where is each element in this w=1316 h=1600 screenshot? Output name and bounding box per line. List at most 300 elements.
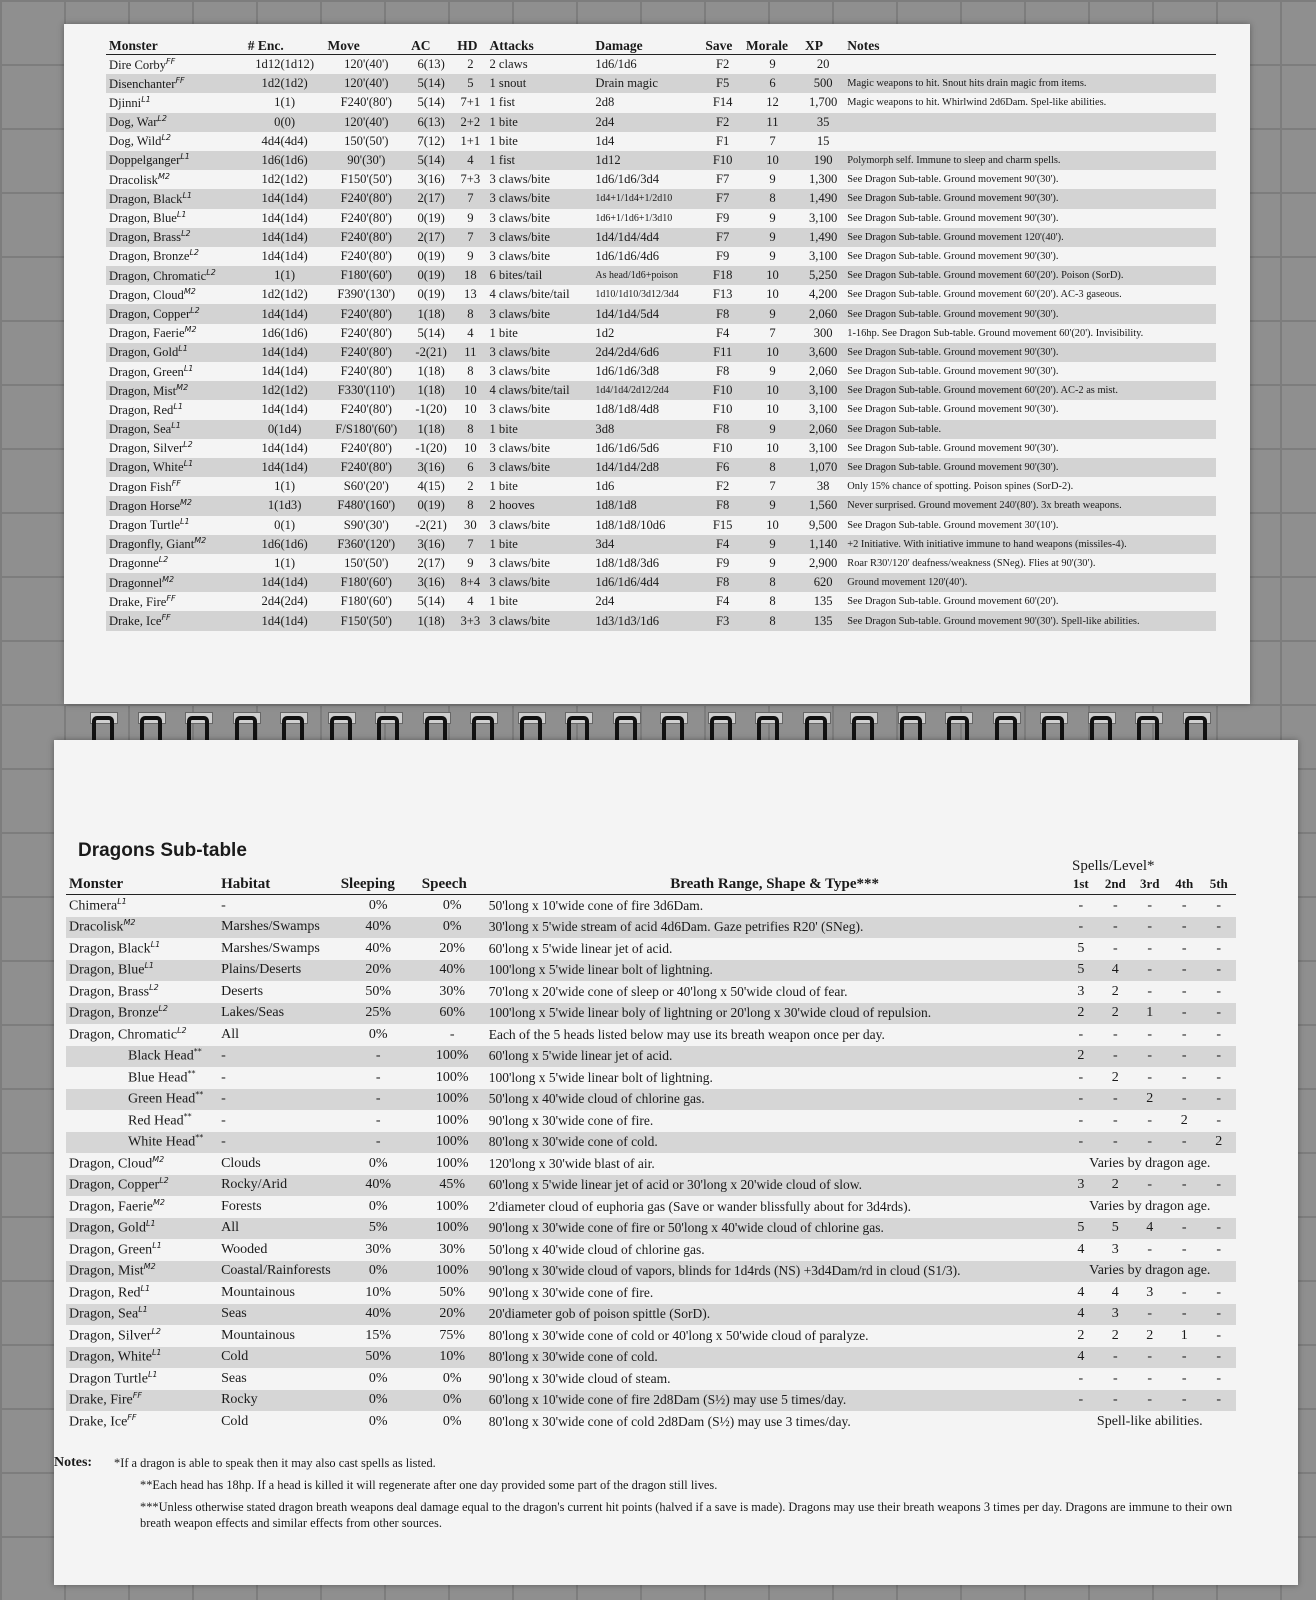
- cell-spell-level: -: [1147, 1370, 1153, 1386]
- cell-move: F/S180'(60'): [324, 420, 408, 439]
- cell-breath: 100'long x 5'wide linear bolt of lightning.: [488, 1069, 713, 1085]
- cell-spell-level: 2: [1064, 1003, 1098, 1025]
- cell-notes: [844, 55, 1216, 75]
- table-row: [106, 209, 1216, 228]
- cell-ac: 6(13): [417, 57, 445, 72]
- source-tag: M2: [157, 171, 170, 181]
- cell-hd: 8: [467, 364, 474, 379]
- monster-name-text: Dragon, Faerie: [109, 326, 185, 341]
- cell-spell-level: -: [1181, 897, 1187, 913]
- cell-ac: 0(19): [408, 266, 454, 285]
- monster-name: [106, 55, 245, 75]
- cell-speech: 0%: [442, 1413, 462, 1429]
- source-tag: **: [193, 1047, 202, 1057]
- cell-move: F240'(80'): [340, 402, 392, 417]
- cell-breath: 80'long x 30'wide cone of cold.: [486, 1347, 1064, 1369]
- cell-speech: 100%: [435, 1112, 469, 1128]
- table-row: [66, 1347, 1236, 1369]
- cell-save: F14: [712, 95, 733, 110]
- cell-sleeping: 5%: [338, 1218, 419, 1240]
- monster-name-text: Green Head: [128, 1092, 196, 1108]
- cell-att: 6 bites/tail: [486, 266, 592, 285]
- cell-habitat: Wooded: [221, 1241, 268, 1257]
- cell-enc: 1(1): [274, 555, 296, 570]
- cell-att: 3 claws/bite: [489, 172, 550, 187]
- cell-dmg: 1d8/1d8/4d8: [595, 402, 660, 417]
- source-tag: L1: [173, 401, 183, 411]
- cell-speech: 0%: [442, 897, 462, 913]
- source-tag: L1: [176, 210, 187, 219]
- cell-morale: 7: [769, 133, 776, 148]
- monster-name: [106, 266, 245, 285]
- cell-ac: -1(20): [415, 440, 447, 455]
- cell-habitat: Rocky/Arid: [218, 1175, 338, 1197]
- cell-spell-level: -: [1147, 983, 1153, 999]
- cell-move: 150'(50'): [344, 133, 389, 148]
- monster-name: [106, 228, 245, 247]
- cell-save: F6: [702, 458, 743, 477]
- cell-spell-level: -: [1181, 1241, 1187, 1257]
- cell-sleeping: 0%: [368, 1026, 388, 1042]
- cell-ac: 5(14): [408, 151, 454, 170]
- cell-enc: 1d4(1d4): [245, 228, 325, 247]
- table-row: [66, 895, 1236, 917]
- cell-spells-text: Varies by dragon age.: [1089, 1155, 1211, 1171]
- monster-name-text: Dragon Turtle: [69, 1371, 148, 1387]
- cell-move: F150'(50'): [324, 611, 408, 630]
- cell-morale: 9: [743, 228, 802, 247]
- cell-habitat: Coastal/Rainforests: [218, 1261, 338, 1283]
- cell-hd: 8+4: [454, 573, 486, 592]
- table-row: [66, 1261, 1236, 1283]
- source-tag: FF: [166, 56, 176, 66]
- cell-save: F7: [702, 228, 743, 247]
- cell-breath: Each of the 5 heads listed below may use its breath weapon once per day.: [488, 1026, 885, 1042]
- cell-xp: 3,600: [802, 343, 844, 362]
- cell-hd: 8: [454, 420, 486, 439]
- table-row: [106, 228, 1216, 247]
- cell-enc: 1d4(1d4): [245, 611, 325, 630]
- monster-name-text: Disenchanter: [109, 76, 176, 91]
- cell-habitat: All: [218, 1218, 338, 1240]
- cell-move: F240'(80'): [324, 189, 408, 208]
- cell-att: 3 claws/bite: [489, 364, 550, 379]
- source-tag: L1: [144, 961, 154, 971]
- monster-name: [106, 170, 245, 189]
- source-tag: L1: [178, 344, 188, 354]
- cell-enc: 1d2(1d2): [245, 74, 325, 93]
- cell-dmg: 1d10/1d10/3d12/3d4: [595, 289, 679, 301]
- table-row: [106, 266, 1216, 285]
- cell-save: F2: [702, 113, 743, 132]
- monster-name: [66, 1003, 218, 1025]
- source-tag: L1: [180, 152, 190, 162]
- cell-spell-level: -: [1167, 1132, 1201, 1154]
- monster-name-text: Dragon, Brass: [69, 984, 150, 1000]
- table-row: [106, 189, 1216, 208]
- cell-hd: 11: [454, 343, 486, 362]
- cell-morale: 9: [743, 420, 802, 439]
- cell-breath: 60'long x 5'wide linear jet of acid.: [488, 940, 673, 956]
- monster-name: [106, 611, 245, 630]
- cell-xp: 1,300: [808, 172, 838, 187]
- cell-notes: See Dragon Sub-table. Ground movement 90'(30').: [847, 212, 1059, 224]
- monster-name-text: Dragon, Silver: [109, 441, 184, 456]
- cell-ac: -2(21): [415, 517, 447, 532]
- cell-att: 3 claws/bite: [489, 248, 550, 263]
- monster-name-text: Dragon, Copper: [69, 1178, 160, 1194]
- monster-name: [66, 1325, 218, 1347]
- cell-att: 3 claws/bite: [486, 228, 592, 247]
- cell-xp: 15: [816, 133, 830, 148]
- cell-breath: 80'long x 30'wide cone of cold 2d8Dam (S½) may use 3 times/day.: [488, 1413, 851, 1429]
- note-3: [54, 1496, 1234, 1531]
- cell-enc: 1(1): [274, 95, 296, 110]
- cell-spell-level: -: [1098, 1347, 1132, 1369]
- table-row: [66, 1132, 1236, 1154]
- cell-speech: 0%: [442, 1370, 462, 1386]
- monster-name-text: Dragon, Green: [109, 364, 184, 379]
- cell-ac: 2(17): [417, 555, 445, 570]
- cell-save: F9: [716, 555, 730, 570]
- cell-speech: 20%: [439, 940, 466, 956]
- cell-dmg: 1d4: [595, 133, 615, 148]
- cell-move: F240'(80'): [340, 210, 392, 225]
- cell-spell-level: -: [1167, 1218, 1201, 1240]
- cell-spell-level: -: [1201, 1089, 1236, 1111]
- monster-name-text: White Head: [128, 1135, 196, 1151]
- cell-xp: 2,900: [808, 555, 838, 570]
- monster-name: [106, 477, 245, 496]
- cell-dmg: 2d4: [592, 113, 702, 132]
- cell-save: F5: [702, 74, 743, 93]
- table-row: [66, 981, 1236, 1003]
- cell-spell-level: -: [1167, 1175, 1201, 1197]
- cell-enc: 1d2(1d2): [245, 381, 325, 400]
- cell-dmg: 1d6/1d6: [595, 57, 637, 72]
- cell-notes: Never surprised. Ground movement 240'(80'). 3x breath weapons.: [844, 496, 1216, 515]
- cell-hd: 2: [467, 57, 474, 72]
- monster-name: [106, 343, 245, 362]
- cell-hd: 9: [467, 210, 474, 225]
- cell-dmg: 2d8: [595, 95, 615, 110]
- cell-dmg: 1d2: [595, 325, 615, 340]
- cell-habitat: Seas: [221, 1370, 247, 1386]
- cell-spell-level: -: [1133, 1175, 1167, 1197]
- cell-ac: 5(14): [408, 74, 454, 93]
- cell-hd: 10: [464, 402, 477, 417]
- cell-notes: +2 Initiative. With initiative immune to hand weapons (missiles-4).: [844, 535, 1216, 554]
- cell-habitat: -: [218, 1132, 338, 1154]
- cell-ac: 5(14): [417, 325, 445, 340]
- monster-name-text: Dragon Turtle: [109, 518, 181, 533]
- monster-name-text: Dragon, Mist: [109, 383, 177, 398]
- cell-spell-level: -: [1112, 1026, 1118, 1042]
- cell-save: F9: [716, 210, 730, 225]
- cell-sleeping: 40%: [338, 1304, 419, 1326]
- monster-name: [66, 1089, 218, 1111]
- note-1: [54, 1452, 1234, 1474]
- cell-spell-level: 5: [1077, 940, 1085, 956]
- cell-notes: See Dragon Sub-table. Ground movement 90'(30').: [844, 458, 1216, 477]
- cell-enc: 1d6(1d6): [245, 151, 325, 170]
- cell-move: 120'(40'): [324, 113, 408, 132]
- cell-save: F7: [716, 172, 730, 187]
- source-tag: FF: [166, 593, 176, 603]
- spell-level-header: 5th: [1201, 874, 1236, 895]
- cell-xp: 20: [816, 57, 830, 72]
- cell-save: F10: [702, 381, 743, 400]
- cell-habitat: Seas: [218, 1304, 338, 1326]
- table-row: [66, 1153, 1236, 1175]
- cell-spell-level: 3: [1111, 1241, 1119, 1257]
- cell-spell-level: -: [1098, 1046, 1132, 1068]
- source-tag: FF: [171, 478, 181, 488]
- cell-spell-level: -: [1167, 960, 1201, 982]
- cell-sleeping: 50%: [338, 1347, 419, 1369]
- cell-sleeping: 15%: [365, 1327, 392, 1343]
- monster-name: [66, 1390, 218, 1412]
- cell-spell-level: -: [1133, 1132, 1167, 1154]
- cell-att: 3 claws/bite: [489, 555, 550, 570]
- cell-spell-level: -: [1098, 917, 1132, 939]
- cell-spell-level: -: [1181, 983, 1187, 999]
- cell-att: 3 claws/bite: [486, 573, 592, 592]
- cell-notes: See Dragon Sub-table. Ground movement 90'(30').: [847, 174, 1059, 186]
- cell-spell-level: -: [1201, 1304, 1236, 1326]
- cell-spell-level: -: [1216, 1069, 1222, 1085]
- monster-name-text: Dragon, Bronze: [109, 249, 190, 264]
- cell-spell-level: -: [1201, 1218, 1236, 1240]
- cell-morale: 7: [769, 479, 776, 494]
- monster-name: [106, 362, 245, 381]
- table-row: [66, 1368, 1236, 1390]
- monster-name: [66, 1304, 218, 1326]
- cell-morale: 10: [766, 287, 779, 302]
- table-row: [106, 343, 1216, 362]
- column-header: # Enc.: [245, 38, 325, 55]
- cell-ac: 1(18): [408, 304, 454, 323]
- cell-hd: 2+2: [454, 113, 486, 132]
- source-tag: L2: [206, 267, 216, 277]
- cell-breath: 80'long x 30'wide cone of cold.: [486, 1132, 1064, 1154]
- cell-dmg: 1d6/1d6/5d6: [595, 440, 660, 455]
- cell-speech: 10%: [419, 1347, 486, 1369]
- cell-xp: 38: [816, 479, 830, 494]
- cell-xp: 190: [802, 151, 844, 170]
- source-tag: M2: [143, 1262, 156, 1272]
- cell-notes: Magic weapons to hit. Whirlwind 2d6Dam. Spel-like abilities.: [847, 97, 1107, 109]
- cell-move: F360'(120'): [324, 535, 408, 554]
- cell-dmg: 3d8: [592, 420, 702, 439]
- cell-morale: 10: [766, 517, 779, 532]
- cell-habitat: Cold: [221, 1413, 249, 1429]
- source-tag: M2: [180, 497, 192, 507]
- cell-notes: [844, 132, 1216, 151]
- table-row: [106, 592, 1216, 611]
- cell-notes: See Dragon Sub-table. Ground movement 60'(20').: [847, 596, 1059, 608]
- column-header: Save: [702, 38, 743, 55]
- cell-breath: 60'long x 10'wide cone of fire 2d8Dam (S½) may use 5 times/day.: [486, 1390, 1064, 1412]
- cell-breath: 30'long x 5'wide stream of acid 4d6Dam. Gaze petrifies R20' (SNeg).: [486, 917, 1064, 939]
- cell-spell-level: -: [1167, 1304, 1201, 1326]
- monster-name: [106, 93, 245, 112]
- cell-enc: 4d4(4d4): [261, 133, 308, 148]
- cell-spell-level: -: [1201, 917, 1236, 939]
- cell-spell-level: -: [1133, 960, 1167, 982]
- monster-name: [106, 113, 245, 132]
- cell-spell-level: -: [1216, 1370, 1222, 1386]
- cell-breath: 20'diameter gob of poison spittle (SorD).: [486, 1304, 1064, 1326]
- notes-label: Notes:: [54, 1455, 93, 1470]
- table-row: [106, 362, 1216, 381]
- cell-xp: 500: [802, 74, 844, 93]
- cell-morale: 8: [743, 611, 802, 630]
- cell-morale: 10: [743, 151, 802, 170]
- cell-save: F8: [702, 420, 743, 439]
- cell-notes: Roar R30'/120' deafness/weakness (SNeg). Flies at 90'(30').: [847, 557, 1096, 569]
- cell-morale: 10: [766, 440, 779, 455]
- column-header: Breath Range, Shape & Type***: [486, 874, 1064, 895]
- source-tag: M2: [176, 382, 189, 392]
- source-tag: L2: [151, 1326, 161, 1336]
- cell-att: 1 bite: [486, 535, 592, 554]
- source-tag: L1: [146, 1219, 156, 1229]
- cell-spell-level: 4: [1077, 1241, 1085, 1257]
- column-header: Notes: [844, 38, 1216, 55]
- monster-name-text: Dragonnel: [109, 575, 163, 590]
- cell-spell-level: 4: [1111, 1284, 1119, 1300]
- monster-name-text: Dragonfly, Giant: [109, 537, 195, 552]
- cell-spell-level: -: [1201, 1046, 1236, 1068]
- cell-hd: 7+3: [460, 172, 481, 187]
- source-tag: M2: [152, 1154, 165, 1164]
- cell-ac: 1(18): [408, 381, 454, 400]
- monster-name-text: Doppelganger: [109, 153, 181, 168]
- source-tag: L1: [152, 1240, 162, 1250]
- cell-spells-text: Varies by dragon age.: [1064, 1261, 1236, 1283]
- cell-ac: 1(18): [408, 420, 454, 439]
- cell-notes: Magic weapons to hit. Snout hits drain magic from items.: [844, 74, 1216, 93]
- monster-name-text: Djinni: [109, 96, 142, 111]
- cell-dmg: 1d4/1d4/5d4: [592, 304, 702, 323]
- cell-ac: 5(14): [417, 95, 445, 110]
- monster-name: [106, 439, 245, 458]
- cell-spell-level: 2: [1111, 1327, 1119, 1343]
- cell-save: F2: [716, 57, 730, 72]
- cell-ac: 3(16): [408, 458, 454, 477]
- source-tag: **: [195, 1090, 204, 1100]
- cell-notes: Ground movement 120'(40').: [844, 573, 1216, 592]
- source-tag: L1: [151, 1348, 162, 1358]
- cell-morale: 9: [743, 535, 802, 554]
- cell-xp: 135: [802, 611, 844, 630]
- cell-morale: 10: [743, 266, 802, 285]
- source-tag: L2: [149, 982, 159, 992]
- cell-spell-level: -: [1133, 1046, 1167, 1068]
- cell-ac: 1(18): [417, 364, 445, 379]
- monster-name-text: Dog, Wild: [109, 134, 162, 149]
- monster-name: [106, 151, 245, 170]
- monster-name: [66, 1196, 218, 1218]
- cell-save: F4: [716, 594, 730, 609]
- cell-ac: 0(19): [417, 248, 445, 263]
- source-tag: M2: [162, 574, 175, 584]
- cell-morale: 9: [769, 555, 776, 570]
- cell-dmg: 1d4/1d4/4d4: [592, 228, 702, 247]
- source-tag: L1: [183, 459, 194, 469]
- cell-speech: 100%: [419, 1261, 486, 1283]
- cell-speech: 0%: [419, 1390, 486, 1412]
- cell-ac: 7(12): [417, 133, 445, 148]
- source-tag: L2: [158, 555, 169, 565]
- column-header: Attacks: [486, 38, 592, 55]
- cell-move: 120'(40'): [344, 57, 389, 72]
- cell-morale: 10: [743, 381, 802, 400]
- cell-enc: 0(1): [274, 517, 296, 532]
- cell-spell-level: 2: [1111, 983, 1119, 999]
- monster-name: [106, 516, 245, 535]
- cell-dmg: 1d6: [595, 479, 615, 494]
- cell-xp: 1,070: [802, 458, 844, 477]
- source-tag: L2: [177, 1025, 187, 1035]
- cell-spell-level: 2: [1111, 1069, 1119, 1085]
- cell-spell-level: 2: [1064, 1046, 1098, 1068]
- monster-name-text: Dragon, Bronze: [69, 1006, 159, 1022]
- source-tag: L2: [161, 133, 171, 143]
- cell-att: 1 bite: [489, 325, 518, 340]
- cell-sleeping: -: [375, 1069, 381, 1085]
- cell-dmg: 1d8/1d8/10d6: [595, 517, 666, 532]
- source-tag: L1: [182, 190, 192, 200]
- source-tag: M2: [184, 325, 197, 335]
- cell-move: F150'(50'): [340, 172, 392, 187]
- cell-att: 3 claws/bite: [489, 517, 550, 532]
- cell-move: F180'(60'): [324, 573, 408, 592]
- cell-speech: 45%: [419, 1175, 486, 1197]
- cell-notes: See Dragon Sub-table. Ground movement 90'(30'). Spell-like abilities.: [844, 611, 1216, 630]
- cell-save: F10: [712, 440, 733, 455]
- monster-name-text: Dragon, Mist: [69, 1264, 144, 1280]
- cell-xp: 1,490: [802, 228, 844, 247]
- cell-xp: 135: [813, 594, 833, 609]
- monster-name-text: Dragon, Cloud: [69, 1156, 153, 1172]
- spell-level-header: 4th: [1167, 874, 1201, 895]
- cell-breath: 120'long x 30'wide blast of air.: [488, 1155, 655, 1171]
- cell-ac: -1(20): [415, 402, 447, 417]
- cell-move: F240'(80'): [324, 458, 408, 477]
- cell-spell-level: -: [1167, 1347, 1201, 1369]
- cell-spell-level: -: [1201, 1347, 1236, 1369]
- cell-sleeping: 0%: [338, 1261, 419, 1283]
- cell-habitat: -: [218, 1046, 338, 1068]
- cell-hd: 5: [454, 74, 486, 93]
- cell-sleeping: 0%: [368, 1198, 388, 1214]
- cell-morale: 10: [743, 343, 802, 362]
- cell-enc: 1d4(1d4): [261, 440, 308, 455]
- cell-spell-level: -: [1147, 1069, 1153, 1085]
- cell-breath: 90'long x 30'wide cone of fire.: [488, 1112, 654, 1128]
- cell-habitat: All: [221, 1026, 239, 1042]
- table-row: [106, 247, 1216, 266]
- monster-name: [66, 1261, 218, 1283]
- cell-hd: 10: [454, 381, 486, 400]
- cell-morale: 8: [743, 189, 802, 208]
- table-row: [66, 1196, 1236, 1218]
- cell-breath: 80'long x 30'wide cone of cold or 40'long x 50'wide cloud of paralyze.: [488, 1327, 869, 1343]
- cell-hd: 7: [454, 189, 486, 208]
- cell-enc: 1d4(1d4): [245, 458, 325, 477]
